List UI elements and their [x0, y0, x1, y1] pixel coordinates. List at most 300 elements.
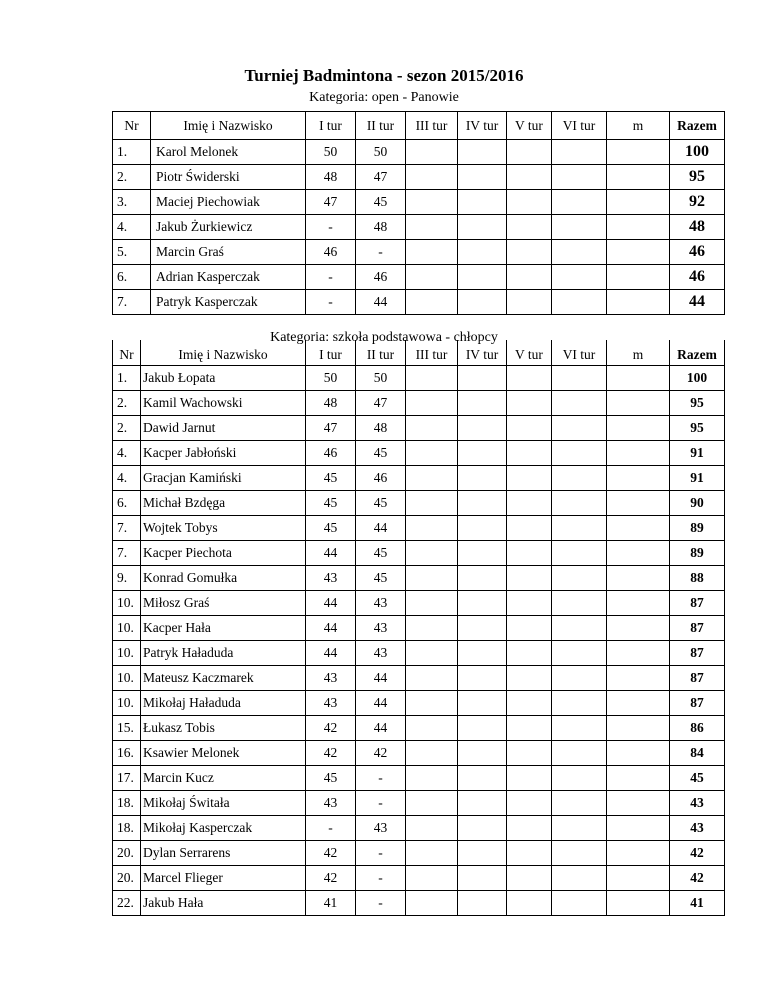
cell-m [607, 766, 670, 791]
cell-name: Jakub Żurkiewicz [151, 215, 306, 240]
col-m: m [607, 340, 670, 366]
col-nr: Nr [113, 340, 141, 366]
cell-tur-4 [458, 491, 507, 516]
cell-razem: 48 [670, 215, 725, 240]
cell-tur-1: 46 [306, 441, 356, 466]
cell-tur-2: 45 [356, 441, 406, 466]
cell-m [607, 441, 670, 466]
cell-tur-4 [458, 741, 507, 766]
cell-name: Maciej Piechowiak [151, 190, 306, 215]
table-row [113, 516, 725, 541]
cell-m [607, 591, 670, 616]
cell-tur-5 [507, 366, 552, 391]
cell-nr: 7. [113, 290, 151, 315]
cell-tur-6 [552, 215, 607, 240]
cell-nr: 20. [113, 866, 141, 891]
cell-m [607, 290, 670, 315]
cell-tur-5 [507, 165, 552, 190]
cell-tur-2: 45 [356, 491, 406, 516]
cell-nr: 7. [113, 516, 141, 541]
cell-razem: 95 [670, 416, 725, 441]
cell-tur-5 [507, 666, 552, 691]
cell-tur-2: - [356, 791, 406, 816]
cell-tur-2: 44 [356, 290, 406, 315]
cell-tur-5 [507, 215, 552, 240]
cell-tur-6 [552, 140, 607, 165]
table-row [113, 716, 725, 741]
cell-tur-4 [458, 265, 507, 290]
cell-razem: 44 [670, 290, 725, 315]
cell-tur-2: 47 [356, 391, 406, 416]
table-row [113, 866, 725, 891]
cell-tur-4 [458, 691, 507, 716]
col-tur-6: VI tur [552, 112, 607, 140]
table-header-row [113, 340, 725, 366]
cell-razem: 89 [670, 541, 725, 566]
cell-m [607, 466, 670, 491]
cell-m [607, 215, 670, 240]
cell-tur-1: - [306, 265, 356, 290]
cell-tur-1: 50 [306, 366, 356, 391]
cell-tur-3 [406, 190, 458, 215]
cell-tur-4 [458, 641, 507, 666]
cell-nr: 2. [113, 416, 141, 441]
col-razem: Razem [670, 112, 725, 140]
cell-tur-5 [507, 741, 552, 766]
cell-tur-1: 44 [306, 591, 356, 616]
cell-tur-4 [458, 466, 507, 491]
cell-tur-4 [458, 591, 507, 616]
cell-tur-2: - [356, 866, 406, 891]
table-row [113, 741, 725, 766]
cell-nr: 3. [113, 190, 151, 215]
cell-name: Jakub Łopata [141, 366, 306, 391]
cell-nr: 4. [113, 466, 141, 491]
cell-tur-4 [458, 366, 507, 391]
cell-name: Kacper Jabłoński [141, 441, 306, 466]
cell-m [607, 891, 670, 916]
cell-nr: 10. [113, 616, 141, 641]
cell-tur-6 [552, 391, 607, 416]
cell-tur-5 [507, 616, 552, 641]
cell-tur-5 [507, 791, 552, 816]
cell-tur-6 [552, 416, 607, 441]
table-row [113, 816, 725, 841]
cell-tur-4 [458, 215, 507, 240]
cell-tur-3 [406, 290, 458, 315]
cell-tur-4 [458, 290, 507, 315]
cell-tur-2: 45 [356, 566, 406, 591]
cell-nr: 10. [113, 591, 141, 616]
cell-tur-6 [552, 891, 607, 916]
col-tur-3: III tur [406, 340, 458, 366]
cell-tur-3 [406, 366, 458, 391]
cell-tur-5 [507, 190, 552, 215]
cell-tur-5 [507, 641, 552, 666]
results-table-open [112, 111, 725, 315]
cell-nr: 10. [113, 641, 141, 666]
cell-razem: 87 [670, 591, 725, 616]
cell-tur-1: 48 [306, 391, 356, 416]
col-name: Imię i Nazwisko [151, 112, 306, 140]
cell-name: Łukasz Tobis [141, 716, 306, 741]
cell-tur-2: 44 [356, 516, 406, 541]
cell-name: Patryk Kasperczak [151, 290, 306, 315]
cell-tur-6 [552, 866, 607, 891]
cell-tur-2: 46 [356, 466, 406, 491]
cell-razem: 87 [670, 691, 725, 716]
table-row [113, 441, 725, 466]
cell-tur-2: 43 [356, 816, 406, 841]
cell-tur-3 [406, 866, 458, 891]
cell-tur-4 [458, 190, 507, 215]
cell-tur-6 [552, 240, 607, 265]
cell-tur-6 [552, 441, 607, 466]
cell-tur-2: 44 [356, 716, 406, 741]
cell-nr: 18. [113, 816, 141, 841]
table-row [113, 641, 725, 666]
cell-tur-6 [552, 591, 607, 616]
cell-m [607, 791, 670, 816]
cell-razem: 87 [670, 666, 725, 691]
cell-tur-2: 43 [356, 641, 406, 666]
cell-nr: 5. [113, 240, 151, 265]
cell-tur-5 [507, 541, 552, 566]
cell-name: Kacper Hała [141, 616, 306, 641]
cell-tur-5 [507, 441, 552, 466]
cell-m [607, 165, 670, 190]
cell-m [607, 366, 670, 391]
cell-tur-5 [507, 466, 552, 491]
cell-tur-4 [458, 516, 507, 541]
cell-tur-4 [458, 766, 507, 791]
cell-tur-2: 46 [356, 265, 406, 290]
cell-tur-3 [406, 766, 458, 791]
cell-tur-1: 46 [306, 240, 356, 265]
cell-name: Kamil Wachowski [141, 391, 306, 416]
cell-tur-6 [552, 566, 607, 591]
cell-tur-5 [507, 265, 552, 290]
cell-tur-3 [406, 140, 458, 165]
table-row [113, 215, 725, 240]
cell-nr: 18. [113, 791, 141, 816]
cell-tur-1: 42 [306, 741, 356, 766]
cell-tur-3 [406, 215, 458, 240]
table-row [113, 140, 725, 165]
cell-tur-2: - [356, 766, 406, 791]
cell-tur-1: 50 [306, 140, 356, 165]
cell-tur-6 [552, 716, 607, 741]
cell-m [607, 190, 670, 215]
cell-tur-5 [507, 766, 552, 791]
cell-razem: 46 [670, 240, 725, 265]
table-header-row [113, 112, 725, 140]
cell-tur-1: 48 [306, 165, 356, 190]
cell-tur-3 [406, 591, 458, 616]
cell-tur-4 [458, 716, 507, 741]
cell-razem: 42 [670, 866, 725, 891]
cell-tur-1: 44 [306, 641, 356, 666]
cell-tur-5 [507, 140, 552, 165]
table-row [113, 541, 725, 566]
cell-m [607, 741, 670, 766]
cell-razem: 43 [670, 816, 725, 841]
cell-tur-5 [507, 866, 552, 891]
table-row [113, 766, 725, 791]
cell-tur-6 [552, 691, 607, 716]
cell-nr: 7. [113, 541, 141, 566]
cell-tur-6 [552, 766, 607, 791]
table-row [113, 416, 725, 441]
cell-nr: 22. [113, 891, 141, 916]
category-school-title: Kategoria: szkoła podstawowa - chłopcy [270, 330, 498, 345]
cell-nr: 2. [113, 165, 151, 190]
cell-tur-1: - [306, 215, 356, 240]
cell-name: Dylan Serrarens [141, 841, 306, 866]
cell-tur-3 [406, 466, 458, 491]
cell-m [607, 841, 670, 866]
cell-tur-6 [552, 466, 607, 491]
cell-razem: 84 [670, 741, 725, 766]
cell-tur-6 [552, 165, 607, 190]
cell-tur-6 [552, 491, 607, 516]
cell-tur-1: 42 [306, 866, 356, 891]
cell-nr: 1. [113, 366, 141, 391]
cell-tur-2: 47 [356, 165, 406, 190]
cell-tur-1: 45 [306, 766, 356, 791]
cell-tur-4 [458, 616, 507, 641]
col-nr: Nr [113, 112, 151, 140]
cell-tur-2: 45 [356, 190, 406, 215]
cell-tur-3 [406, 240, 458, 265]
cell-tur-2: 43 [356, 616, 406, 641]
col-tur-3: III tur [406, 112, 458, 140]
col-m: m [607, 112, 670, 140]
table-row [113, 240, 725, 265]
cell-name: Piotr Świderski [151, 165, 306, 190]
cell-name: Gracjan Kamiński [141, 466, 306, 491]
cell-tur-1: 45 [306, 491, 356, 516]
cell-tur-4 [458, 140, 507, 165]
cell-tur-4 [458, 391, 507, 416]
table-row [113, 691, 725, 716]
cell-tur-5 [507, 716, 552, 741]
cell-tur-1: 43 [306, 666, 356, 691]
page-title: Turniej Badmintona - sezon 2015/2016 [244, 66, 524, 85]
cell-tur-4 [458, 240, 507, 265]
cell-tur-6 [552, 741, 607, 766]
cell-razem: 45 [670, 766, 725, 791]
table-row [113, 666, 725, 691]
cell-nr: 1. [113, 140, 151, 165]
cell-tur-3 [406, 616, 458, 641]
cell-tur-6 [552, 616, 607, 641]
cell-nr: 17. [113, 766, 141, 791]
cell-name: Mikołaj Świtała [141, 791, 306, 816]
cell-m [607, 691, 670, 716]
results-table-school [112, 340, 725, 916]
cell-m [607, 240, 670, 265]
cell-razem: 100 [670, 140, 725, 165]
cell-razem: 95 [670, 165, 725, 190]
cell-name: Miłosz Graś [141, 591, 306, 616]
cell-tur-1: 41 [306, 891, 356, 916]
cell-razem: 90 [670, 491, 725, 516]
cell-tur-1: - [306, 290, 356, 315]
cell-nr: 6. [113, 265, 151, 290]
cell-tur-6 [552, 816, 607, 841]
cell-tur-3 [406, 666, 458, 691]
cell-tur-3 [406, 165, 458, 190]
table-row [113, 290, 725, 315]
col-tur-1: I tur [306, 112, 356, 140]
cell-tur-1: 44 [306, 541, 356, 566]
table-row [113, 265, 725, 290]
table-row [113, 366, 725, 391]
cell-tur-3 [406, 741, 458, 766]
cell-tur-3 [406, 441, 458, 466]
cell-tur-1: 43 [306, 691, 356, 716]
col-tur-4: IV tur [458, 340, 507, 366]
cell-tur-3 [406, 416, 458, 441]
table-row [113, 616, 725, 641]
cell-m [607, 491, 670, 516]
cell-tur-6 [552, 841, 607, 866]
cell-tur-3 [406, 516, 458, 541]
cell-m [607, 516, 670, 541]
cell-razem: 95 [670, 391, 725, 416]
cell-tur-3 [406, 391, 458, 416]
cell-tur-2: 42 [356, 741, 406, 766]
cell-razem: 89 [670, 516, 725, 541]
cell-name: Mikołaj Kasperczak [141, 816, 306, 841]
cell-tur-3 [406, 491, 458, 516]
cell-name: Marcin Kucz [141, 766, 306, 791]
cell-razem: 42 [670, 841, 725, 866]
cell-tur-3 [406, 791, 458, 816]
cell-tur-3 [406, 816, 458, 841]
cell-tur-2: 45 [356, 541, 406, 566]
cell-nr: 9. [113, 566, 141, 591]
cell-tur-2: - [356, 891, 406, 916]
cell-nr: 6. [113, 491, 141, 516]
cell-tur-2: 48 [356, 215, 406, 240]
cell-tur-6 [552, 541, 607, 566]
cell-tur-2: 50 [356, 140, 406, 165]
cell-name: Jakub Hała [141, 891, 306, 916]
cell-tur-1: 47 [306, 190, 356, 215]
cell-tur-5 [507, 591, 552, 616]
table-row [113, 791, 725, 816]
cell-name: Patryk Haładuda [141, 641, 306, 666]
cell-tur-4 [458, 666, 507, 691]
cell-tur-4 [458, 441, 507, 466]
cell-m [607, 416, 670, 441]
table-row [113, 591, 725, 616]
cell-tur-6 [552, 290, 607, 315]
cell-tur-5 [507, 816, 552, 841]
cell-tur-4 [458, 541, 507, 566]
cell-razem: 91 [670, 441, 725, 466]
cell-tur-4 [458, 891, 507, 916]
table-row [113, 466, 725, 491]
col-tur-5: V tur [507, 340, 552, 366]
cell-razem: 91 [670, 466, 725, 491]
cell-m [607, 391, 670, 416]
cell-tur-6 [552, 791, 607, 816]
cell-tur-1: 42 [306, 841, 356, 866]
col-tur-2: II tur [356, 112, 406, 140]
cell-tur-6 [552, 666, 607, 691]
cell-tur-6 [552, 366, 607, 391]
cell-tur-2: 44 [356, 691, 406, 716]
cell-razem: 46 [670, 265, 725, 290]
cell-tur-5 [507, 416, 552, 441]
cell-tur-5 [507, 240, 552, 265]
cell-name: Marcel Flieger [141, 866, 306, 891]
cell-name: Michał Bzdęga [141, 491, 306, 516]
cell-tur-5 [507, 691, 552, 716]
cell-name: Konrad Gomułka [141, 566, 306, 591]
cell-razem: 86 [670, 716, 725, 741]
cell-tur-6 [552, 190, 607, 215]
cell-tur-1: 45 [306, 516, 356, 541]
cell-tur-6 [552, 265, 607, 290]
cell-name: Mateusz Kaczmarek [141, 666, 306, 691]
cell-tur-5 [507, 516, 552, 541]
table-row [113, 566, 725, 591]
cell-tur-5 [507, 566, 552, 591]
cell-tur-5 [507, 491, 552, 516]
cell-razem: 100 [670, 366, 725, 391]
cell-tur-3 [406, 841, 458, 866]
cell-tur-4 [458, 416, 507, 441]
cell-razem: 43 [670, 791, 725, 816]
cell-tur-5 [507, 290, 552, 315]
cell-tur-2: 50 [356, 366, 406, 391]
cell-name: Dawid Jarnut [141, 416, 306, 441]
cell-name: Ksawier Melonek [141, 741, 306, 766]
cell-razem: 88 [670, 566, 725, 591]
cell-tur-5 [507, 391, 552, 416]
cell-m [607, 716, 670, 741]
cell-tur-1: 47 [306, 416, 356, 441]
table-row [113, 841, 725, 866]
cell-nr: 15. [113, 716, 141, 741]
cell-name: Mikołaj Haładuda [141, 691, 306, 716]
cell-tur-2: 43 [356, 591, 406, 616]
cell-tur-5 [507, 841, 552, 866]
col-tur-1: I tur [306, 340, 356, 366]
cell-name: Kacper Piechota [141, 541, 306, 566]
table-row [113, 891, 725, 916]
cell-tur-6 [552, 516, 607, 541]
cell-tur-2: - [356, 240, 406, 265]
cell-tur-2: 44 [356, 666, 406, 691]
cell-tur-6 [552, 641, 607, 666]
cell-tur-1: - [306, 816, 356, 841]
col-tur-2: II tur [356, 340, 406, 366]
cell-name: Karol Melonek [151, 140, 306, 165]
col-tur-4: IV tur [458, 112, 507, 140]
cell-m [607, 541, 670, 566]
cell-m [607, 566, 670, 591]
cell-tur-3 [406, 716, 458, 741]
cell-m [607, 140, 670, 165]
table-row [113, 491, 725, 516]
cell-tur-4 [458, 165, 507, 190]
cell-m [607, 666, 670, 691]
